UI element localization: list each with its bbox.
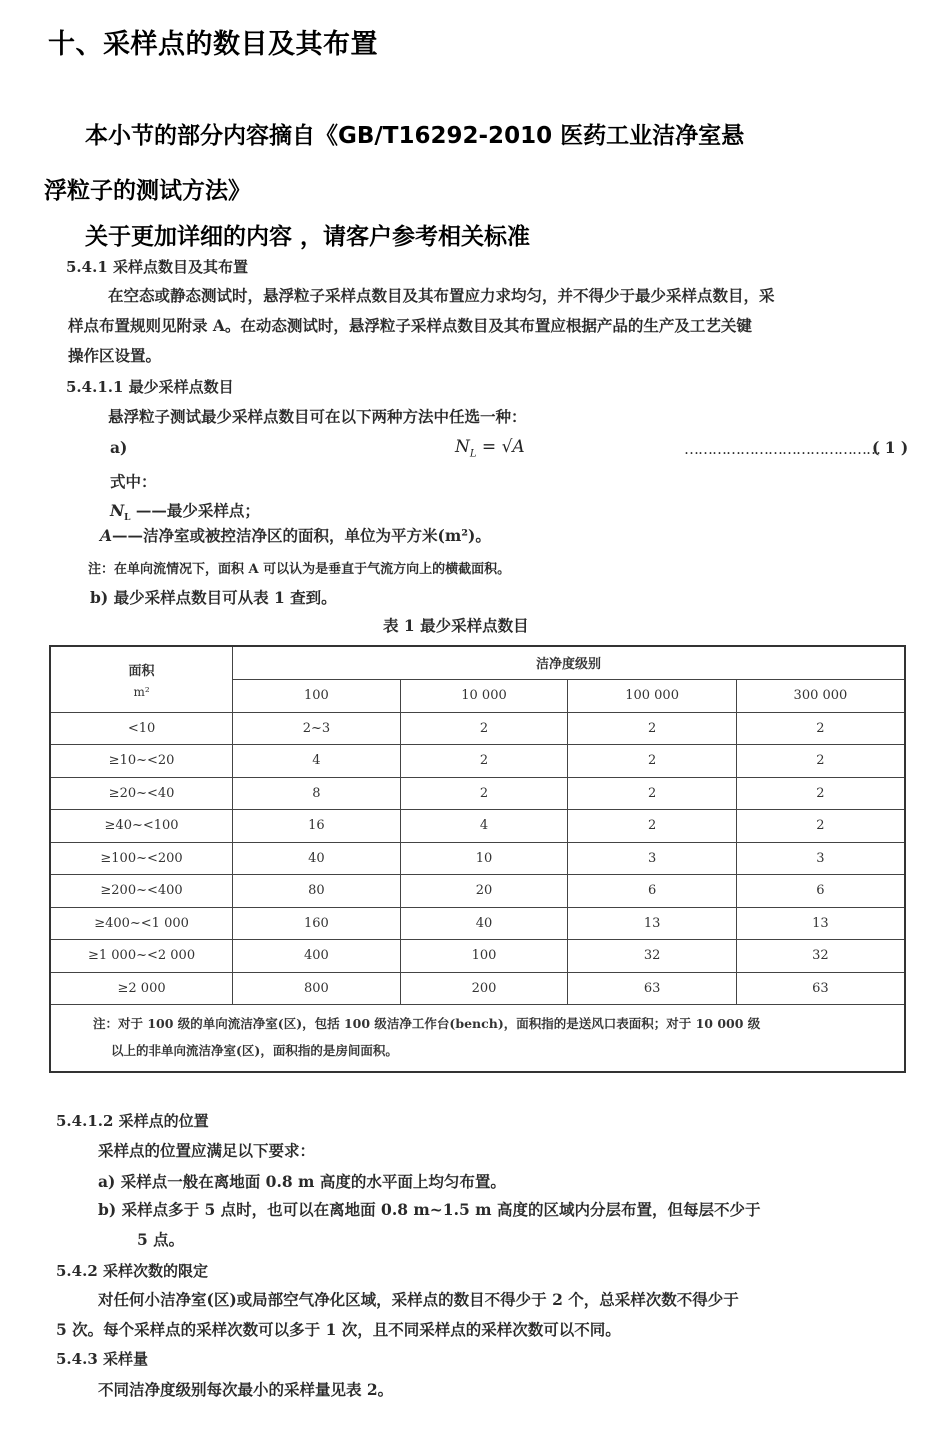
value-cell: 32 — [568, 940, 737, 973]
value-cell: 2 — [400, 745, 568, 778]
section-5-4-2-text-line2: 5 次。每个采样点的采样次数可以多于 1 次，且不同采样点的采样次数可以不同。 — [56, 1320, 621, 1339]
section-5-4-1-2-intro: 采样点的位置应满足以下要求： — [98, 1141, 316, 1160]
value-cell: 63 — [568, 972, 737, 1005]
table-row — [50, 972, 905, 1005]
value-cell: 160 — [233, 907, 401, 940]
value-cell: 6 — [736, 875, 905, 908]
value-cell: 40 — [400, 907, 568, 940]
definition-a: A——洁净室或被控洁净区的面积，单位为平方米(m²)。 — [100, 526, 491, 545]
value-cell: 2 — [736, 745, 905, 778]
value-cell: 2 — [400, 777, 568, 810]
value-cell: 2~3 — [233, 712, 401, 745]
area-cell: ≥10~<20 — [50, 745, 233, 778]
table-row — [50, 810, 905, 843]
value-cell: 20 — [400, 875, 568, 908]
value-cell: 100 — [400, 940, 568, 973]
table-row — [50, 842, 905, 875]
value-cell: 4 — [233, 745, 401, 778]
section-5-4-1-heading: 5.4.1 采样点数目及其布置 — [66, 258, 248, 276]
class-col-header: 100 000 — [568, 679, 737, 712]
value-cell: 2 — [400, 712, 568, 745]
table-row — [50, 940, 905, 973]
source-note-line1: 本小节的部分内容摘自《GB/T16292-2010 医药工业洁净室悬 — [85, 123, 745, 149]
value-cell: 2 — [568, 777, 737, 810]
section-5-4-1-2-heading: 5.4.1.2 采样点的位置 — [56, 1112, 209, 1130]
area-cell: <10 — [50, 712, 233, 745]
value-cell: 3 — [568, 842, 737, 875]
value-cell: 3 — [736, 842, 905, 875]
table-row — [50, 907, 905, 940]
value-cell: 800 — [233, 972, 401, 1005]
formula-leader-dots: …………………………………… — [684, 440, 880, 458]
value-cell: 6 — [568, 875, 737, 908]
reference-note: 关于更加详细的内容 ，请客户参考相关标准 — [85, 224, 531, 250]
class-col-header: 300 000 — [736, 679, 905, 712]
section-5-4-3-text: 不同洁净度级别每次最小的采样量见表 2。 — [98, 1380, 394, 1399]
table-row — [50, 745, 905, 778]
area-cell: ≥2 000 — [50, 972, 233, 1005]
section-5-4-1-text-line1: 在空态或静态测试时，悬浮粒子采样点数目及其布置应力求均匀，并不得少于最少采样点数目，采 — [108, 286, 775, 305]
source-note-line2: 浮粒子的测试方法》 — [44, 178, 251, 204]
table-1-caption: 表 1 最少采样点数目 — [383, 616, 529, 635]
value-cell: 2 — [736, 777, 905, 810]
value-cell: 80 — [233, 875, 401, 908]
value-cell: 8 — [233, 777, 401, 810]
area-cell: ≥1 000~<2 000 — [50, 940, 233, 973]
section-5-4-3-heading: 5.4.3 采样量 — [56, 1350, 148, 1368]
value-cell: 10 — [400, 842, 568, 875]
area-cell: ≥400~<1 000 — [50, 907, 233, 940]
table-note: 注：对于 100 级的单向流洁净室(区)，包括 100 级洁净工作台(bench)，面积指的是送风口表面积；对于 10 000 级 以上的非单向流洁净室(区)，面积指的是房间面积。 — [50, 1005, 905, 1073]
value-cell: 200 — [400, 972, 568, 1005]
item-a-label: a) — [110, 438, 128, 457]
item-b: b) 最少采样点数目可从表 1 查到。 — [90, 588, 337, 607]
class-col-header: 10 000 — [400, 679, 568, 712]
class-col-header: 100 — [233, 679, 401, 712]
table-row — [50, 712, 905, 745]
page-title: 十、采样点的数目及其布置 — [48, 29, 378, 60]
section-5-4-1-1-heading: 5.4.1.1 最少采样点数目 — [66, 378, 234, 396]
table-row — [50, 875, 905, 908]
section-5-4-1-text-line2: 样点布置规则见附录 A。在动态测试时，悬浮粒子采样点数目及其布置应根据产品的生产及工艺关键 — [68, 316, 752, 335]
value-cell: 2 — [736, 810, 905, 843]
table-row — [50, 777, 905, 810]
value-cell: 4 — [400, 810, 568, 843]
definition-nl: $N_L$ ——最少采样点； — [110, 501, 260, 524]
value-cell: 2 — [568, 745, 737, 778]
value-cell: 40 — [233, 842, 401, 875]
location-item-b-line2: 5 点。 — [137, 1230, 185, 1249]
cleanliness-class-header: 洁净度级别 — [233, 646, 905, 679]
area-header-cell: 面积 m² — [50, 646, 233, 712]
section-5-4-2-text-line1: 对任何小洁净室(区)或局部空气净化区域，采样点的数目不得少于 2 个，总采样次数不得少于 — [98, 1290, 739, 1309]
area-cell: ≥200~<400 — [50, 875, 233, 908]
formula-1: $N_L = √A$ — [455, 437, 525, 460]
formula-number: ( 1 ) — [872, 438, 909, 457]
value-cell: 13 — [568, 907, 737, 940]
area-cell: ≥100~<200 — [50, 842, 233, 875]
value-cell: 2 — [568, 810, 737, 843]
value-cell: 16 — [233, 810, 401, 843]
area-cell: ≥40~<100 — [50, 810, 233, 843]
section-5-4-1-text-line3: 操作区设置。 — [68, 346, 162, 365]
area-cell: ≥20~<40 — [50, 777, 233, 810]
value-cell: 2 — [736, 712, 905, 745]
location-item-a: a) 采样点一般在离地面 0.8 m 高度的水平面上均匀布置。 — [98, 1172, 506, 1191]
section-5-4-2-heading: 5.4.2 采样次数的限定 — [56, 1262, 208, 1280]
location-item-b-line1: b) 采样点多于 5 点时，也可以在离地面 0.8 m~1.5 m 高度的区域内分层布置，但每层不少于 — [98, 1200, 761, 1219]
value-cell: 2 — [568, 712, 737, 745]
area-note: 注：在单向流情况下，面积 A 可以认为是垂直于气流方向上的横截面积。 — [88, 562, 511, 577]
section-5-4-1-1-intro: 悬浮粒子测试最少采样点数目可在以下两种方法中任选一种： — [108, 407, 527, 426]
where-label: 式中： — [110, 472, 157, 491]
value-cell: 13 — [736, 907, 905, 940]
value-cell: 400 — [233, 940, 401, 973]
min-sampling-points-table — [49, 645, 906, 1073]
value-cell: 32 — [736, 940, 905, 973]
value-cell: 63 — [736, 972, 905, 1005]
